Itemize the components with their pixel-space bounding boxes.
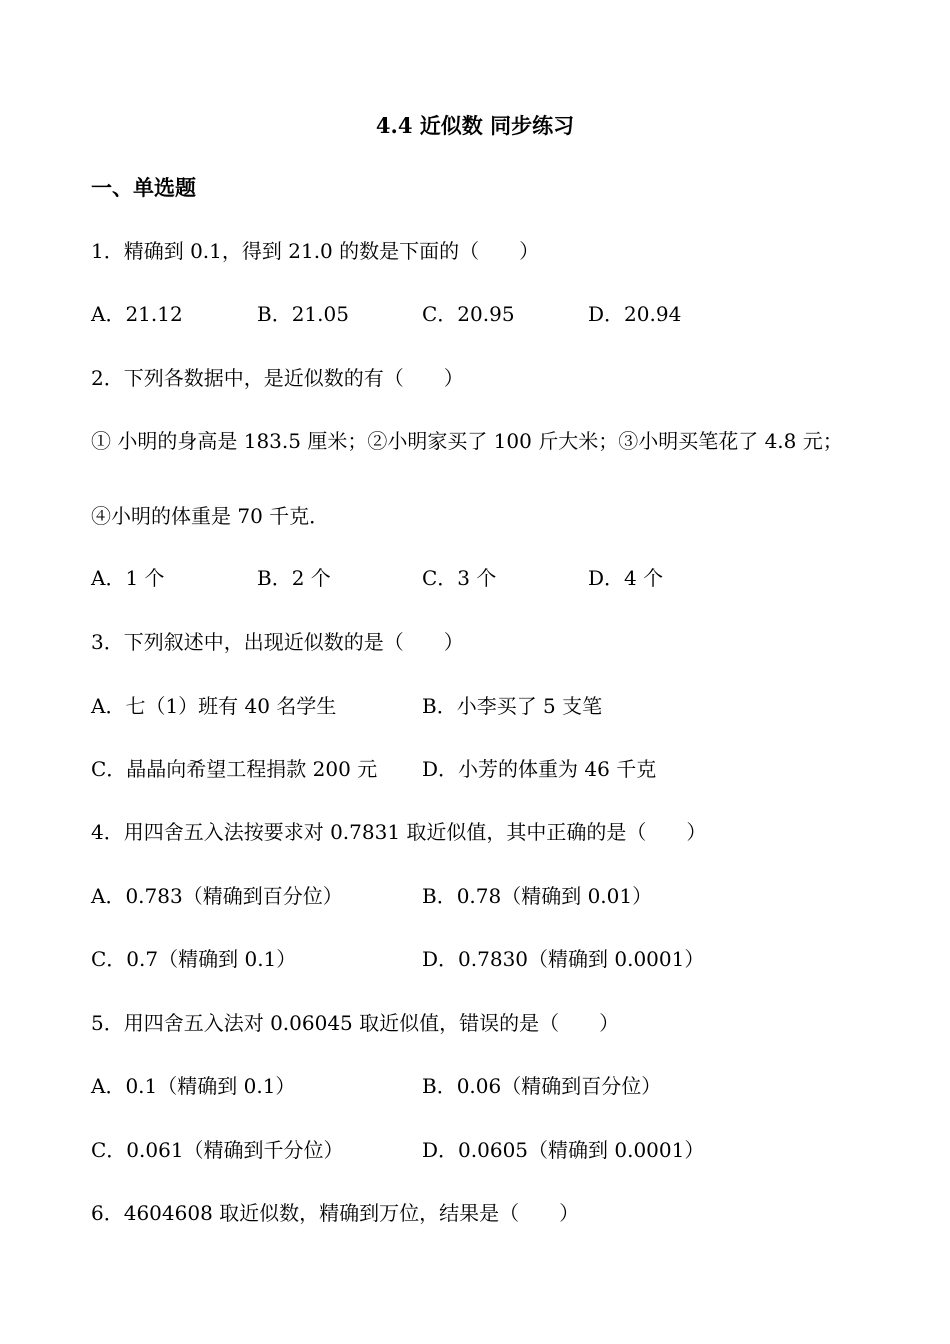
question-5-options-row-1 [91,1072,891,1100]
question-5-option-a: A．0.1（精确到 0.1） [91,1074,296,1098]
question-2-statements-line-1: ① 小明的身高是 183.5 厘米；②小明家买了 100 斤大米；③小明买笔花了 4.8 元； [91,429,843,453]
question-4-options-row-1 [91,882,891,910]
page-title: 4.4 近似数 同步练习 [375,113,575,138]
question-2-option-c: C．3 个 [422,566,497,590]
question-2-stem: 2．下列各数据中，是近似数的有（ ） [91,366,464,390]
question-5-option-c: C．0.061（精确到千分位） [91,1138,344,1162]
question-6-stem: 6．4604608 取近似数，精确到万位，结果是（ ） [91,1201,580,1225]
question-5-options-row-2 [91,1136,891,1164]
question-3-option-c: C．晶晶向希望工程捐款 200 元 [91,757,378,781]
question-3-option-b: B．小李买了 5 支笔 [422,694,603,718]
question-2-options [91,564,891,592]
question-4-options-row-2 [91,945,891,973]
question-4-option-b: B．0.78（精确到 0.01） [422,884,653,908]
question-1-option-a: A．21.12 [91,302,183,326]
question-2-statements-line-2: ④小明的体重是 70 千克． [91,504,330,528]
section-heading: 一、单选题 [91,175,196,200]
question-3-option-a: A．七（1）班有 40 名学生 [91,694,337,718]
question-5-option-d: D．0.0605（精确到 0.0001） [422,1138,705,1162]
question-3-option-d: D．小芳的体重为 46 千克 [422,757,657,781]
question-1-option-b: B．21.05 [257,302,349,326]
question-2-option-b: B．2 个 [257,566,331,590]
question-5-option-b: B．0.06（精确到百分位） [422,1074,662,1098]
question-3-options-row-1 [91,692,891,720]
question-3-stem: 3．下列叙述中，出现近似数的是（ ） [91,630,464,654]
question-4-option-d: D．0.7830（精确到 0.0001） [422,947,705,971]
question-4-option-a: A．0.783（精确到百分位） [91,884,343,908]
question-2-option-a: A．1 个 [91,566,165,590]
question-4-option-c: C．0.7（精确到 0.1） [91,947,297,971]
question-2-option-d: D．4 个 [588,566,664,590]
question-4-stem: 4．用四舍五入法按要求对 0.7831 取近似值，其中正确的是（ ） [91,820,707,844]
question-3-options-row-2 [91,755,891,783]
question-1-option-d: D．20.94 [588,302,682,326]
question-5-stem: 5．用四舍五入法对 0.06045 取近似值，错误的是（ ） [91,1011,620,1035]
question-1-options [91,300,891,328]
question-1-option-c: C．20.95 [422,302,515,326]
question-1-stem: 1．精确到 0.1，得到 21.0 的数是下面的（ ） [91,239,540,263]
